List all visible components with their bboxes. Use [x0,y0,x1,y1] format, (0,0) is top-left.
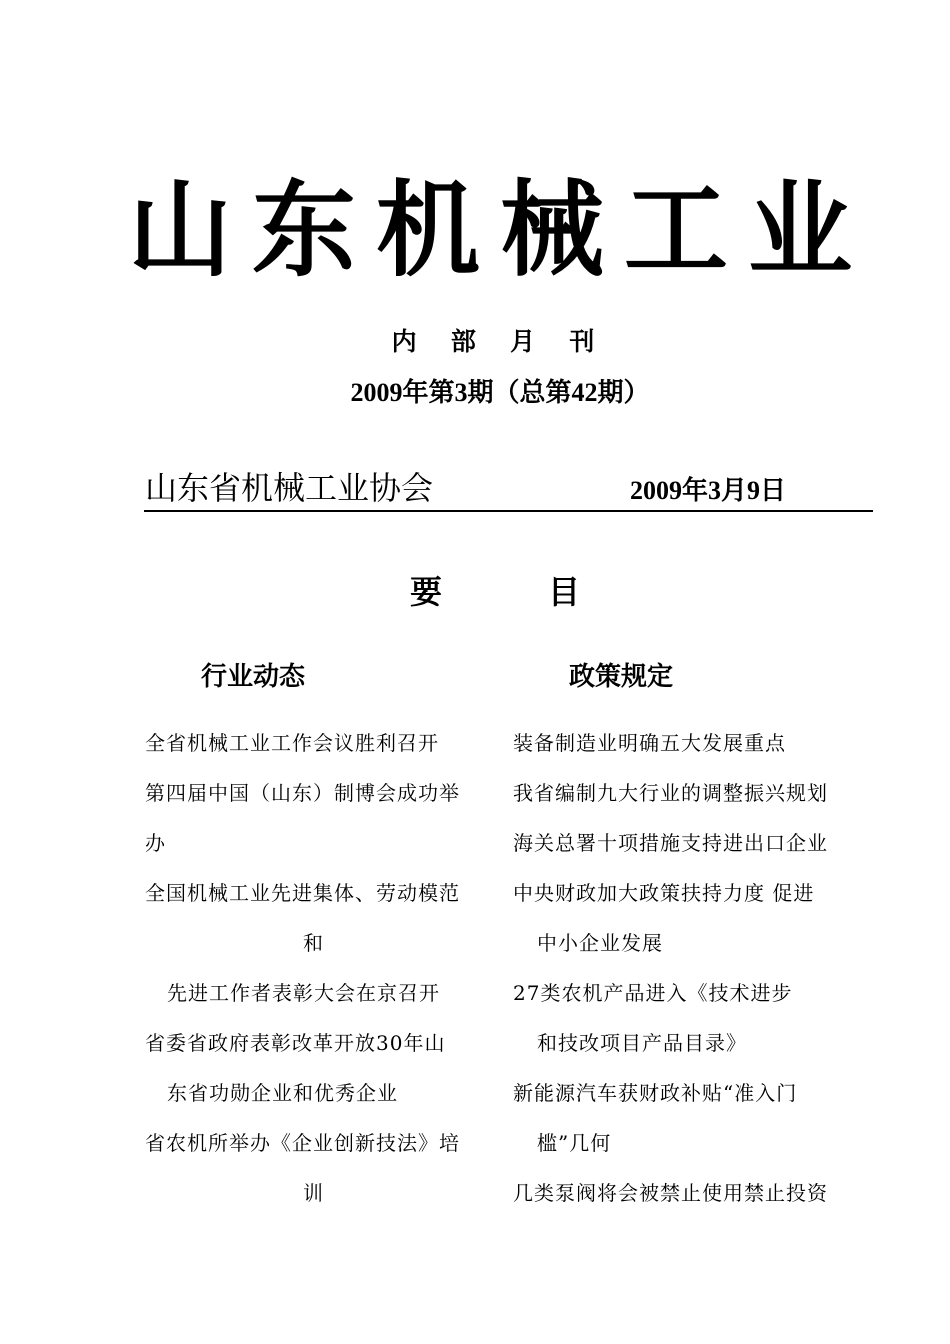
toc-item: 新能源汽车获财政补贴“准入门 [513,1081,798,1105]
toc-item: 省委省政府表彰改革开放30年山 [145,1031,446,1055]
toc-item-continuation: 办 [145,831,166,855]
issue-number: 2009年第3期（总第42期） [350,378,650,407]
toc-item-continuation: 和技改项目产品目录》 [537,1031,747,1055]
toc-item-continuation: 槛”几何 [537,1131,612,1155]
masthead-subtitle: 内 部 月 刊 [391,329,609,356]
toc-item: 中央财政加大政策扶持力度 促进 [513,881,815,905]
toc-item-continuation: 中小企业发展 [537,931,663,955]
toc-item: 27类农机产品进入《技术进步 [513,981,793,1005]
right-column-title: 政策规定 [569,662,674,692]
header-divider [144,510,873,512]
toc-heading-first-char: 要 [410,573,443,611]
left-column-title: 行业动态 [201,662,306,692]
toc-item: 省农机所举办《企业创新技法》培 [145,1131,460,1155]
toc-item: 全省机械工业工作会议胜利召开 [145,731,439,755]
publication-date: 2009年3月9日 [630,476,787,505]
toc-heading-second-char: 目 [548,573,581,611]
toc-item: 装备制造业明确五大发展重点 [513,731,786,755]
toc-item-continuation: 和 [303,931,324,955]
toc-item: 几类泵阀将会被禁止使用禁止投资 [513,1181,828,1205]
toc-item: 我省编制九大行业的调整振兴规划 [513,781,828,805]
toc-item-continuation: 训 [303,1181,324,1205]
toc-item: 海关总署十项措施支持进出口企业 [513,831,828,855]
left-column-list [145,718,505,1218]
toc-item-continuation: 先进工作者表彰大会在京召开 [167,981,440,1005]
toc-item: 全国机械工业先进集体、劳动模范 [145,881,460,905]
right-column-list [513,718,853,1218]
toc-item: 第四届中国（山东）制博会成功举 [145,781,460,805]
masthead-title: 山东机械工业 [127,168,872,291]
toc-item-continuation: 东省功勋企业和优秀企业 [167,1081,398,1105]
publisher-name: 山东省机械工业协会 [145,469,434,507]
